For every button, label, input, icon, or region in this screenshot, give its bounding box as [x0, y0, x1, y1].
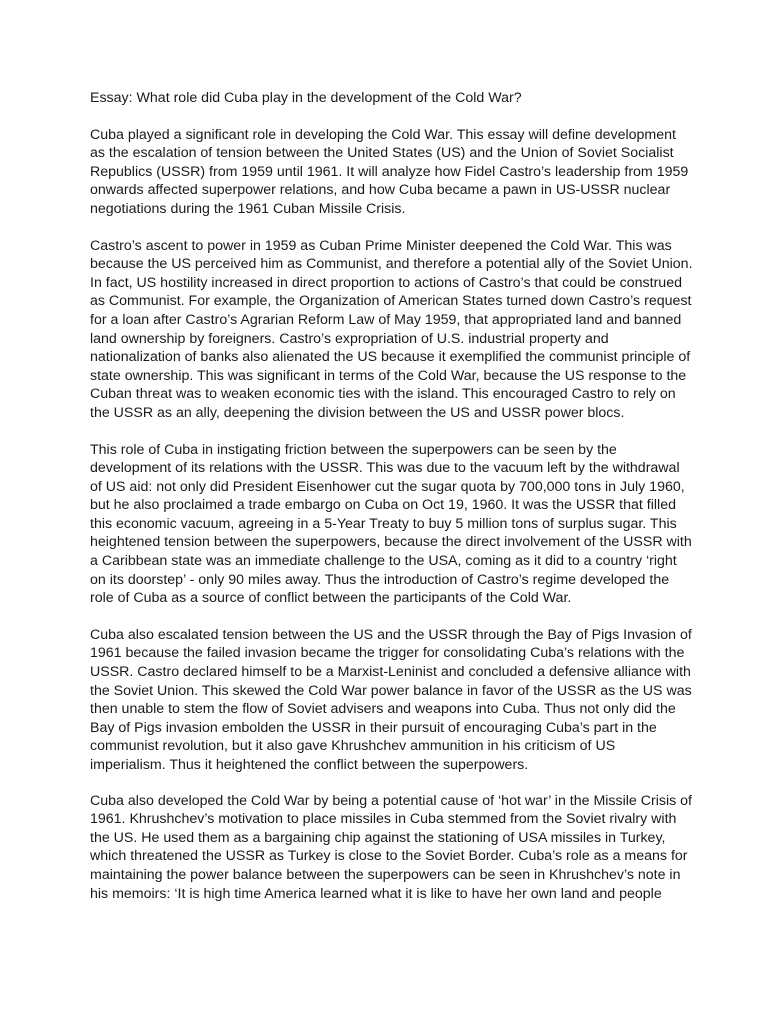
text-line: Cuban threat was to weaken economic ties with the island. This encouraged Castro to rely on	[90, 386, 676, 403]
text-line: maintaining the power balance between the superpowers can be seen in Khrushchev’s note in	[90, 866, 681, 883]
text-line: because the US perceived him as Communist, and therefore a potential ally of the Soviet Union.	[90, 256, 693, 273]
text-line: the Soviet Union. This skewed the Cold War power balance in favor of the USSR as the US was	[90, 682, 692, 699]
text-line: Cuba also escalated tension between the US and the USSR through the Bay of Pigs Invasion of	[90, 626, 692, 643]
paragraph-missile-crisis	[90, 792, 692, 904]
text-line: as the escalation of tension between the United States (US) and the Union of Soviet Socialist	[90, 145, 674, 162]
text-line: the US. He used them as a bargaining chip against the stationing of USA missiles in Turkey,	[90, 829, 666, 846]
text-line: 1961. Khrushchev’s motivation to place missiles in Cuba stemmed from the Soviet rivalry with	[90, 811, 677, 828]
text-line: role of Cuba as a source of conflict between the participants of the Cold War.	[90, 590, 572, 607]
text-line: the USSR as an ally, deepening the division between the US and USSR power blocs.	[90, 404, 625, 421]
text-line: Castro’s ascent to power in 1959 as Cuban Prime Minister deepened the Cold War. This was	[90, 237, 672, 254]
essay-page	[90, 89, 693, 921]
text-line: which threatened the USSR as Turkey is close to the Soviet Border. Cuba’s role as a means for	[90, 848, 688, 865]
text-line: USSR. Castro declared himself to be a Marxist-Leninist and concluded a defensive alliance with	[90, 664, 691, 681]
text-line: his memoirs: ‘It is high time America learned what it is like to have her own land and people	[90, 885, 662, 902]
paragraph-bay-of-pigs	[90, 626, 692, 775]
paragraph-castro-ascent	[90, 237, 693, 423]
text-line: for a loan after Castro’s Agrarian Reform Law of May 1959, that appropriated land and banned	[90, 311, 682, 328]
text-line: Republics (USSR) from 1959 until 1961. It will analyze how Fidel Castro’s leadership from 1959	[90, 163, 689, 180]
paragraph-introduction	[90, 126, 689, 219]
text-line: This role of Cuba in instigating friction between the superpowers can be seen by the	[90, 441, 617, 458]
text-line: heightened tension between the superpowers, because the direct involvement of the USSR with	[90, 534, 692, 551]
text-line: of US aid: not only did President Eisenhower cut the sugar quota by 700,000 tons in July 1960,	[90, 478, 685, 495]
text-line: imperialism. Thus it heightened the conflict between the superpowers.	[90, 757, 529, 773]
text-line: a Caribbean state was an immediate challenge to the USA, coming as it did to a country ‘right	[90, 553, 677, 570]
text-line: Cuba played a significant role in developing the Cold War. This essay will define development	[90, 126, 676, 143]
text-line: land ownership by foreigners. Castro’s expropriation of U.S. industrial property and	[90, 330, 609, 347]
text-line: then unable to stem the flow of Soviet advisers and weapons into Cuba. Thus not only did the	[90, 701, 676, 718]
text-line: as Communist. For example, the Organization of American States turned down Castro’s request	[90, 293, 692, 310]
text-line: development of its relations with the USSR. This was due to the vacuum left by the withdrawal	[90, 460, 680, 477]
text-line: this economic vacuum, agreeing in a 5-Year Treaty to buy 5 million tons of surplus sugar. This	[90, 515, 677, 532]
essay-title: Essay: What role did Cuba play in the development of the Cold War?	[90, 90, 522, 106]
paragraph-ussr-relations	[90, 441, 692, 608]
text-line: Bay of Pigs invasion embolden the USSR in their pursuit of encouraging Cuba’s part in the	[90, 719, 657, 736]
text-line: In fact, US hostility increased in direct proportion to actions of Castro’s that could be construed	[90, 274, 682, 291]
text-line: communist revolution, but it also gave Khrushchev ammunition in his criticism of US	[90, 738, 616, 755]
text-line: on its doorstep’ - only 90 miles away. Thus the introduction of Castro’s regime developed the	[90, 571, 670, 588]
text-line: but he also proclaimed a trade embargo on Cuba on Oct 19, 1960. It was the USSR that filled	[90, 497, 676, 514]
text-line: nationalization of banks also alienated the US because it exemplified the communist principle of	[90, 349, 691, 366]
text-line: Cuba also developed the Cold War by being a potential cause of ‘hot war’ in the Missile Crisis of	[90, 792, 692, 809]
text-line: 1961 because the failed invasion became the trigger for consolidating Cuba’s relations with the	[90, 645, 685, 662]
text-line: onwards affected superpower relations, and how Cuba became a pawn in US-USSR nuclear	[90, 182, 671, 199]
text-line: negotiations during the 1961 Cuban Missile Crisis.	[90, 200, 406, 217]
text-line: state ownership. This was significant in terms of the Cold War, because the US response to the	[90, 367, 687, 384]
